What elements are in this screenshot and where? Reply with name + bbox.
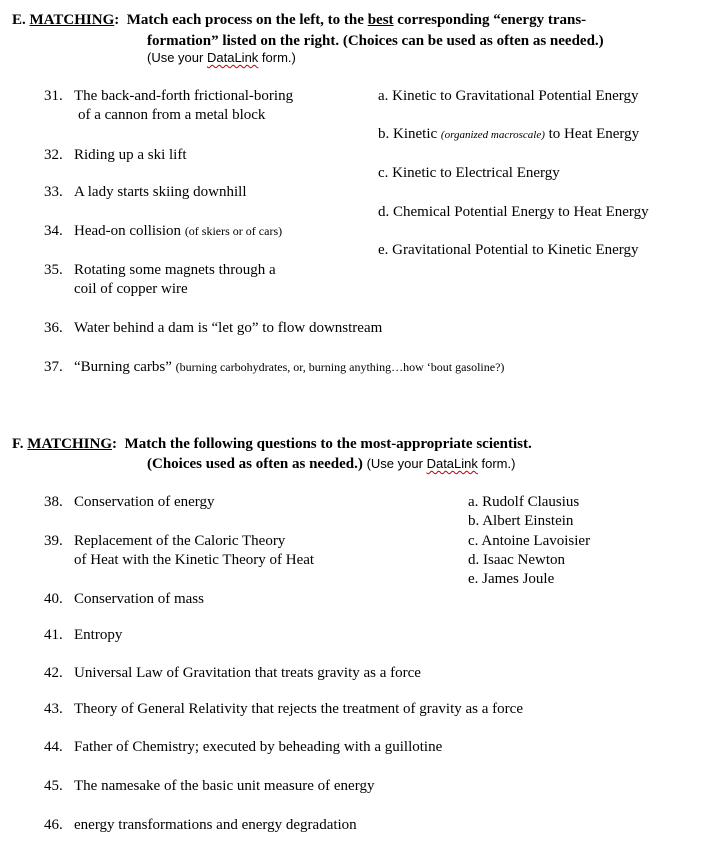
question-number: 37.: [44, 359, 63, 375]
choice-f-a: [468, 493, 579, 511]
question-32: [44, 146, 187, 164]
question-number: 44.: [44, 739, 63, 755]
choice-letter: c.: [468, 533, 479, 549]
question-number: 35.: [44, 262, 63, 278]
question-35-cont: coil of copper wire: [74, 281, 188, 297]
question-number: 46.: [44, 817, 63, 833]
choice-letter: e.: [378, 242, 389, 258]
question-number: 39.: [44, 533, 63, 549]
question-text: energy transformations and energy degradation: [74, 817, 357, 833]
section-e-note-post: form.): [261, 50, 296, 65]
section-f-letter: F.: [12, 436, 24, 452]
section-e-best: best: [367, 12, 394, 28]
question-text: Universal Law of Gravitation that treats gravity as a force: [74, 665, 421, 681]
section-f-colon: :: [112, 436, 118, 452]
question-31: [44, 87, 293, 105]
question-note: (burning carbohydrates, or, burning anything…how ‘bout gasoline?): [175, 360, 505, 374]
question-number: 41.: [44, 627, 63, 643]
question-text: Conservation of mass: [74, 591, 204, 607]
question-35: [44, 261, 276, 279]
choice-f-b: [468, 512, 573, 530]
question-text: Head-on collision: [74, 223, 182, 239]
choice-letter: e.: [468, 571, 479, 587]
choice-e-e: [378, 241, 639, 259]
section-e-instruction-1b: corresponding “energy trans-: [397, 12, 587, 28]
question-31-cont: of a cannon from a metal block: [78, 107, 266, 123]
choice-letter: a.: [378, 88, 389, 104]
question-46: [44, 816, 357, 834]
question-text: The namesake of the basic unit measure of energy: [74, 778, 375, 794]
choice-e-d: [378, 203, 649, 221]
section-f-instruction-2: (Choices used as often as needed.): [147, 456, 363, 472]
question-43: [44, 700, 523, 718]
question-text: Riding up a ski lift: [74, 147, 187, 163]
choice-e-b: [378, 125, 639, 144]
choice-text: Antoine Lavoisier: [481, 533, 591, 549]
section-f-heading-line2: [147, 455, 515, 473]
question-note: (of skiers or of cars): [184, 224, 283, 238]
choice-text: Chemical Potential Energy to Heat Energy: [393, 204, 649, 220]
choice-letter: a.: [468, 494, 479, 510]
question-number: 38.: [44, 494, 63, 510]
choice-text: Kinetic to Electrical Energy: [392, 165, 560, 181]
choice-f-e: [468, 570, 554, 588]
section-f-instruction-1: Match the following questions to the most-appropriate scientist.: [124, 436, 532, 452]
choice-f-d: [468, 551, 565, 569]
section-f-datalink-brand: DataLink: [426, 456, 478, 471]
question-number: 33.: [44, 184, 63, 200]
choice-text-rest: to Heat Energy: [548, 126, 640, 142]
section-f-heading-line1: [12, 435, 532, 453]
choice-note: (organized macroscale): [440, 129, 545, 141]
question-number: 43.: [44, 701, 63, 717]
question-number: 40.: [44, 591, 63, 607]
section-f-note-pre: (Use your: [366, 456, 423, 471]
section-e-datalink-brand: DataLink: [206, 50, 259, 65]
section-f-note-post: form.): [481, 456, 516, 471]
choice-letter: d.: [468, 552, 480, 568]
question-40: [44, 590, 204, 608]
question-39-cont: of Heat with the Kinetic Theory of Heat: [74, 552, 315, 568]
section-e-letter: E.: [12, 12, 26, 28]
choice-text: James Joule: [482, 571, 555, 587]
question-text: “Burning carbs”: [74, 359, 172, 375]
section-e-instruction-2: formation” listed on the right. (Choices can be used as often as needed.): [147, 33, 604, 49]
question-text: Replacement of the Caloric Theory: [74, 533, 286, 549]
section-e-matching-title: MATCHING: [29, 12, 115, 28]
choice-e-c: [378, 164, 560, 182]
question-41: [44, 626, 122, 644]
choice-letter: b.: [378, 126, 390, 142]
question-number: 45.: [44, 778, 63, 794]
question-text: Father of Chemistry; executed by beheading with a guillotine: [74, 739, 443, 755]
choice-text: Kinetic to Gravitational Potential Energy: [392, 88, 639, 104]
choice-e-a: [378, 87, 639, 105]
question-text: Entropy: [74, 627, 123, 643]
question-44: [44, 738, 442, 756]
choice-f-c: [468, 532, 590, 550]
question-45: [44, 777, 374, 795]
question-39: [44, 532, 285, 550]
choice-letter: d.: [378, 204, 390, 220]
question-42: [44, 664, 421, 682]
question-text: Conservation of energy: [74, 494, 215, 510]
question-text: A lady starts skiing downhill: [74, 184, 247, 200]
section-f-datalink-note: [367, 456, 516, 471]
question-text: The back-and-forth frictional-boring: [74, 88, 294, 104]
choice-letter: b.: [468, 513, 480, 529]
question-number: 31.: [44, 88, 63, 104]
section-f-matching-title: MATCHING: [27, 436, 113, 452]
question-37: [44, 358, 504, 376]
choice-text: Isaac Newton: [483, 552, 566, 568]
section-e-colon: :: [114, 12, 120, 28]
question-number: 32.: [44, 147, 63, 163]
section-e-note-pre: (Use your: [147, 50, 204, 65]
question-33: [44, 183, 247, 201]
choice-text: Rudolf Clausius: [482, 494, 580, 510]
choice-text: Albert Einstein: [482, 513, 574, 529]
question-text: Theory of General Relativity that rejects the treatment of gravity as a force: [74, 701, 523, 717]
section-e-datalink-note: [147, 49, 296, 67]
choice-letter: c.: [378, 165, 389, 181]
question-text: Water behind a dam is “let go” to flow downstream: [74, 320, 383, 336]
section-e-instruction-1a: Match each process on the left, to the: [126, 12, 364, 28]
section-e-heading-line1: [12, 11, 586, 29]
question-38: [44, 493, 215, 511]
question-number: 42.: [44, 665, 63, 681]
choice-text: Kinetic: [393, 126, 438, 142]
question-number: 36.: [44, 320, 63, 336]
choice-text: Gravitational Potential to Kinetic Energy: [392, 242, 639, 258]
question-34: [44, 222, 282, 240]
question-text: Rotating some magnets through a: [74, 262, 276, 278]
question-number: 34.: [44, 223, 63, 239]
question-36: [44, 319, 382, 337]
